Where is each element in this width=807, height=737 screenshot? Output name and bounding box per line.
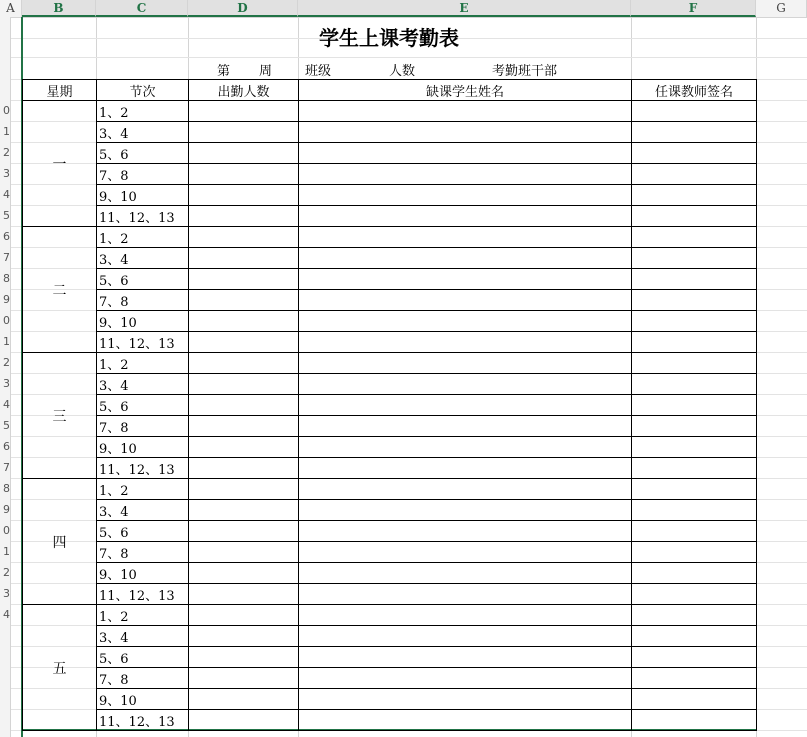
teacher-signature-input-cell[interactable]: [631, 583, 757, 605]
row-number[interactable]: 3: [3, 167, 10, 180]
teacher-signature-input-cell[interactable]: [631, 289, 757, 311]
absent-names-input-cell[interactable]: [298, 121, 632, 143]
absent-names-input-cell[interactable]: [298, 604, 632, 626]
subtitle-zhou: 周: [259, 64, 273, 79]
teacher-signature-input-cell[interactable]: [631, 184, 757, 206]
column-header-a[interactable]: A: [0, 0, 22, 17]
attendance-input-cell[interactable]: [188, 415, 299, 437]
attendance-input-cell[interactable]: [188, 541, 299, 563]
subtitle-count: 人数: [389, 64, 416, 79]
session-cell[interactable]: 1、2: [96, 100, 189, 122]
session-cell[interactable]: 9、10: [96, 310, 189, 332]
teacher-signature-input-cell[interactable]: [631, 331, 757, 353]
session-cell[interactable]: 11、12、13: [96, 709, 189, 731]
teacher-signature-input-cell[interactable]: [631, 100, 757, 122]
absent-names-input-cell[interactable]: [298, 226, 632, 248]
absent-names-input-cell[interactable]: [298, 373, 632, 395]
row-number[interactable]: 6: [3, 230, 10, 243]
session-cell[interactable]: 7、8: [96, 289, 189, 311]
session-cell[interactable]: 1、2: [96, 226, 189, 248]
attendance-input-cell[interactable]: [188, 100, 299, 122]
teacher-signature-input-cell[interactable]: [631, 499, 757, 521]
row-number[interactable]: 5: [3, 209, 10, 222]
session-cell[interactable]: 9、10: [96, 562, 189, 584]
absent-names-input-cell[interactable]: [298, 709, 632, 731]
attendance-input-cell[interactable]: [188, 373, 299, 395]
session-cell[interactable]: 11、12、13: [96, 457, 189, 479]
row-header-bar: [0, 17, 11, 737]
absent-names-input-cell[interactable]: [298, 247, 632, 269]
column-header-d[interactable]: D: [188, 0, 298, 17]
teacher-signature-input-cell[interactable]: [631, 247, 757, 269]
attendance-input-cell[interactable]: [188, 163, 299, 185]
session-cell[interactable]: 3、4: [96, 121, 189, 143]
subtitle-di: 第: [217, 64, 231, 79]
weekday-cell[interactable]: 五: [22, 604, 97, 731]
attendance-input-cell[interactable]: [188, 478, 299, 500]
attendance-input-cell[interactable]: [188, 667, 299, 689]
weekday-cell[interactable]: 一: [22, 100, 97, 227]
absent-names-input-cell[interactable]: [298, 205, 632, 227]
column-header-f[interactable]: F: [631, 0, 756, 17]
weekday-cell[interactable]: 二: [22, 226, 97, 353]
absent-names-input-cell[interactable]: [298, 499, 632, 521]
attendance-input-cell[interactable]: [188, 268, 299, 290]
row-number[interactable]: 4: [3, 608, 10, 621]
attendance-input-cell[interactable]: [188, 499, 299, 521]
attendance-input-cell[interactable]: [188, 247, 299, 269]
teacher-signature-input-cell[interactable]: [631, 394, 757, 416]
column-header-g[interactable]: G: [756, 0, 807, 17]
absent-names-input-cell[interactable]: [298, 100, 632, 122]
subtitle-class: 班级: [305, 64, 332, 79]
row-number[interactable]: 1: [3, 335, 10, 348]
row-number[interactable]: 0: [3, 314, 10, 327]
row-number[interactable]: 7: [3, 461, 10, 474]
teacher-signature-input-cell[interactable]: [631, 667, 757, 689]
attendance-input-cell[interactable]: [188, 688, 299, 710]
teacher-signature-input-cell[interactable]: [631, 709, 757, 731]
row-number[interactable]: 2: [3, 146, 10, 159]
teacher-signature-input-cell[interactable]: [631, 121, 757, 143]
session-cell[interactable]: 5、6: [96, 268, 189, 290]
session-cell[interactable]: 9、10: [96, 688, 189, 710]
absent-names-input-cell[interactable]: [298, 184, 632, 206]
absent-names-input-cell[interactable]: [298, 352, 632, 374]
gridline-horizontal: [11, 57, 807, 58]
attendance-input-cell[interactable]: [188, 226, 299, 248]
subtitle-monitor: 考勤班干部: [492, 64, 558, 79]
attendance-input-cell[interactable]: [188, 709, 299, 731]
attendance-input-cell[interactable]: [188, 331, 299, 353]
absent-names-input-cell[interactable]: [298, 478, 632, 500]
row-number[interactable]: 0: [3, 104, 10, 117]
session-cell[interactable]: 1、2: [96, 352, 189, 374]
attendance-input-cell[interactable]: [188, 646, 299, 668]
attendance-input-cell[interactable]: [188, 394, 299, 416]
session-cell[interactable]: 11、12、13: [96, 331, 189, 353]
session-cell[interactable]: 11、12、13: [96, 583, 189, 605]
attendance-input-cell[interactable]: [188, 142, 299, 164]
teacher-signature-input-cell[interactable]: [631, 457, 757, 479]
weekday-cell[interactable]: 四: [22, 478, 97, 605]
teacher-signature-input-cell[interactable]: [631, 163, 757, 185]
session-cell[interactable]: 1、2: [96, 478, 189, 500]
attendance-input-cell[interactable]: [188, 625, 299, 647]
teacher-signature-input-cell[interactable]: [631, 478, 757, 500]
row-number[interactable]: 3: [3, 587, 10, 600]
absent-names-input-cell[interactable]: [298, 436, 632, 458]
session-cell[interactable]: 1、2: [96, 604, 189, 626]
row-number[interactable]: 0: [3, 524, 10, 537]
absent-names-input-cell[interactable]: [298, 583, 632, 605]
session-cell[interactable]: 9、10: [96, 436, 189, 458]
teacher-signature-input-cell[interactable]: [631, 688, 757, 710]
row-number[interactable]: 4: [3, 398, 10, 411]
absent-names-input-cell[interactable]: [298, 394, 632, 416]
session-cell[interactable]: 9、10: [96, 184, 189, 206]
row-number[interactable]: 8: [3, 482, 10, 495]
session-cell[interactable]: 3、4: [96, 625, 189, 647]
absent-names-input-cell[interactable]: [298, 667, 632, 689]
absent-names-input-cell[interactable]: [298, 457, 632, 479]
absent-names-input-cell[interactable]: [298, 688, 632, 710]
row-number[interactable]: 1: [3, 125, 10, 138]
header-attendance[interactable]: 出勤人数: [188, 79, 299, 101]
column-header-e[interactable]: E: [298, 0, 631, 17]
teacher-signature-input-cell[interactable]: [631, 142, 757, 164]
absent-names-input-cell[interactable]: [298, 289, 632, 311]
absent-names-input-cell[interactable]: [298, 163, 632, 185]
row-number[interactable]: 3: [3, 377, 10, 390]
header-weekday[interactable]: 星期: [22, 79, 97, 101]
teacher-signature-input-cell[interactable]: [631, 205, 757, 227]
header-teacher[interactable]: 任课教师签名: [631, 79, 757, 101]
attendance-input-cell[interactable]: [188, 562, 299, 584]
row-number[interactable]: 6: [3, 440, 10, 453]
header-session[interactable]: 节次: [96, 79, 189, 101]
teacher-signature-input-cell[interactable]: [631, 604, 757, 626]
session-cell[interactable]: 7、8: [96, 415, 189, 437]
row-number[interactable]: 8: [3, 272, 10, 285]
row-number[interactable]: 2: [3, 356, 10, 369]
teacher-signature-input-cell[interactable]: [631, 352, 757, 374]
session-cell[interactable]: 7、8: [96, 163, 189, 185]
teacher-signature-input-cell[interactable]: [631, 562, 757, 584]
absent-names-input-cell[interactable]: [298, 625, 632, 647]
session-cell[interactable]: 3、4: [96, 373, 189, 395]
column-header-c[interactable]: C: [96, 0, 188, 17]
absent-names-input-cell[interactable]: [298, 268, 632, 290]
row-number[interactable]: 9: [3, 503, 10, 516]
session-cell[interactable]: 7、8: [96, 667, 189, 689]
absent-names-input-cell[interactable]: [298, 142, 632, 164]
attendance-input-cell[interactable]: [188, 121, 299, 143]
teacher-signature-input-cell[interactable]: [631, 415, 757, 437]
attendance-input-cell[interactable]: [188, 184, 299, 206]
session-cell[interactable]: 5、6: [96, 520, 189, 542]
session-cell[interactable]: 5、6: [96, 394, 189, 416]
column-header-b[interactable]: B: [22, 0, 96, 17]
absent-names-input-cell[interactable]: [298, 646, 632, 668]
session-cell[interactable]: 5、6: [96, 646, 189, 668]
attendance-input-cell[interactable]: [188, 352, 299, 374]
attendance-input-cell[interactable]: [188, 310, 299, 332]
attendance-input-cell[interactable]: [188, 289, 299, 311]
column-header-bar: [0, 0, 807, 18]
teacher-signature-input-cell[interactable]: [631, 520, 757, 542]
attendance-input-cell[interactable]: [188, 436, 299, 458]
row-number[interactable]: 2: [3, 566, 10, 579]
attendance-input-cell[interactable]: [188, 583, 299, 605]
teacher-signature-input-cell[interactable]: [631, 436, 757, 458]
absent-names-input-cell[interactable]: [298, 541, 632, 563]
row-number[interactable]: 4: [3, 188, 10, 201]
teacher-signature-input-cell[interactable]: [631, 646, 757, 668]
absent-names-input-cell[interactable]: [298, 415, 632, 437]
session-cell[interactable]: 3、4: [96, 499, 189, 521]
session-cell[interactable]: 11、12、13: [96, 205, 189, 227]
row-number[interactable]: 7: [3, 251, 10, 264]
sheet-title[interactable]: 学生上课考勤表: [319, 26, 459, 50]
row-number[interactable]: 1: [3, 545, 10, 558]
row-number[interactable]: 9: [3, 293, 10, 306]
session-cell[interactable]: 5、6: [96, 142, 189, 164]
attendance-input-cell[interactable]: [188, 604, 299, 626]
teacher-signature-input-cell[interactable]: [631, 310, 757, 332]
absent-names-input-cell[interactable]: [298, 310, 632, 332]
absent-names-input-cell[interactable]: [298, 562, 632, 584]
weekday-cell[interactable]: 三: [22, 352, 97, 479]
teacher-signature-input-cell[interactable]: [631, 268, 757, 290]
attendance-input-cell[interactable]: [188, 205, 299, 227]
teacher-signature-input-cell[interactable]: [631, 373, 757, 395]
header-absent[interactable]: 缺课学生姓名: [298, 79, 632, 101]
absent-names-input-cell[interactable]: [298, 331, 632, 353]
attendance-input-cell[interactable]: [188, 520, 299, 542]
teacher-signature-input-cell[interactable]: [631, 625, 757, 647]
absent-names-input-cell[interactable]: [298, 520, 632, 542]
session-cell[interactable]: 7、8: [96, 541, 189, 563]
teacher-signature-input-cell[interactable]: [631, 226, 757, 248]
row-number[interactable]: 5: [3, 419, 10, 432]
teacher-signature-input-cell[interactable]: [631, 541, 757, 563]
session-cell[interactable]: 3、4: [96, 247, 189, 269]
attendance-input-cell[interactable]: [188, 457, 299, 479]
